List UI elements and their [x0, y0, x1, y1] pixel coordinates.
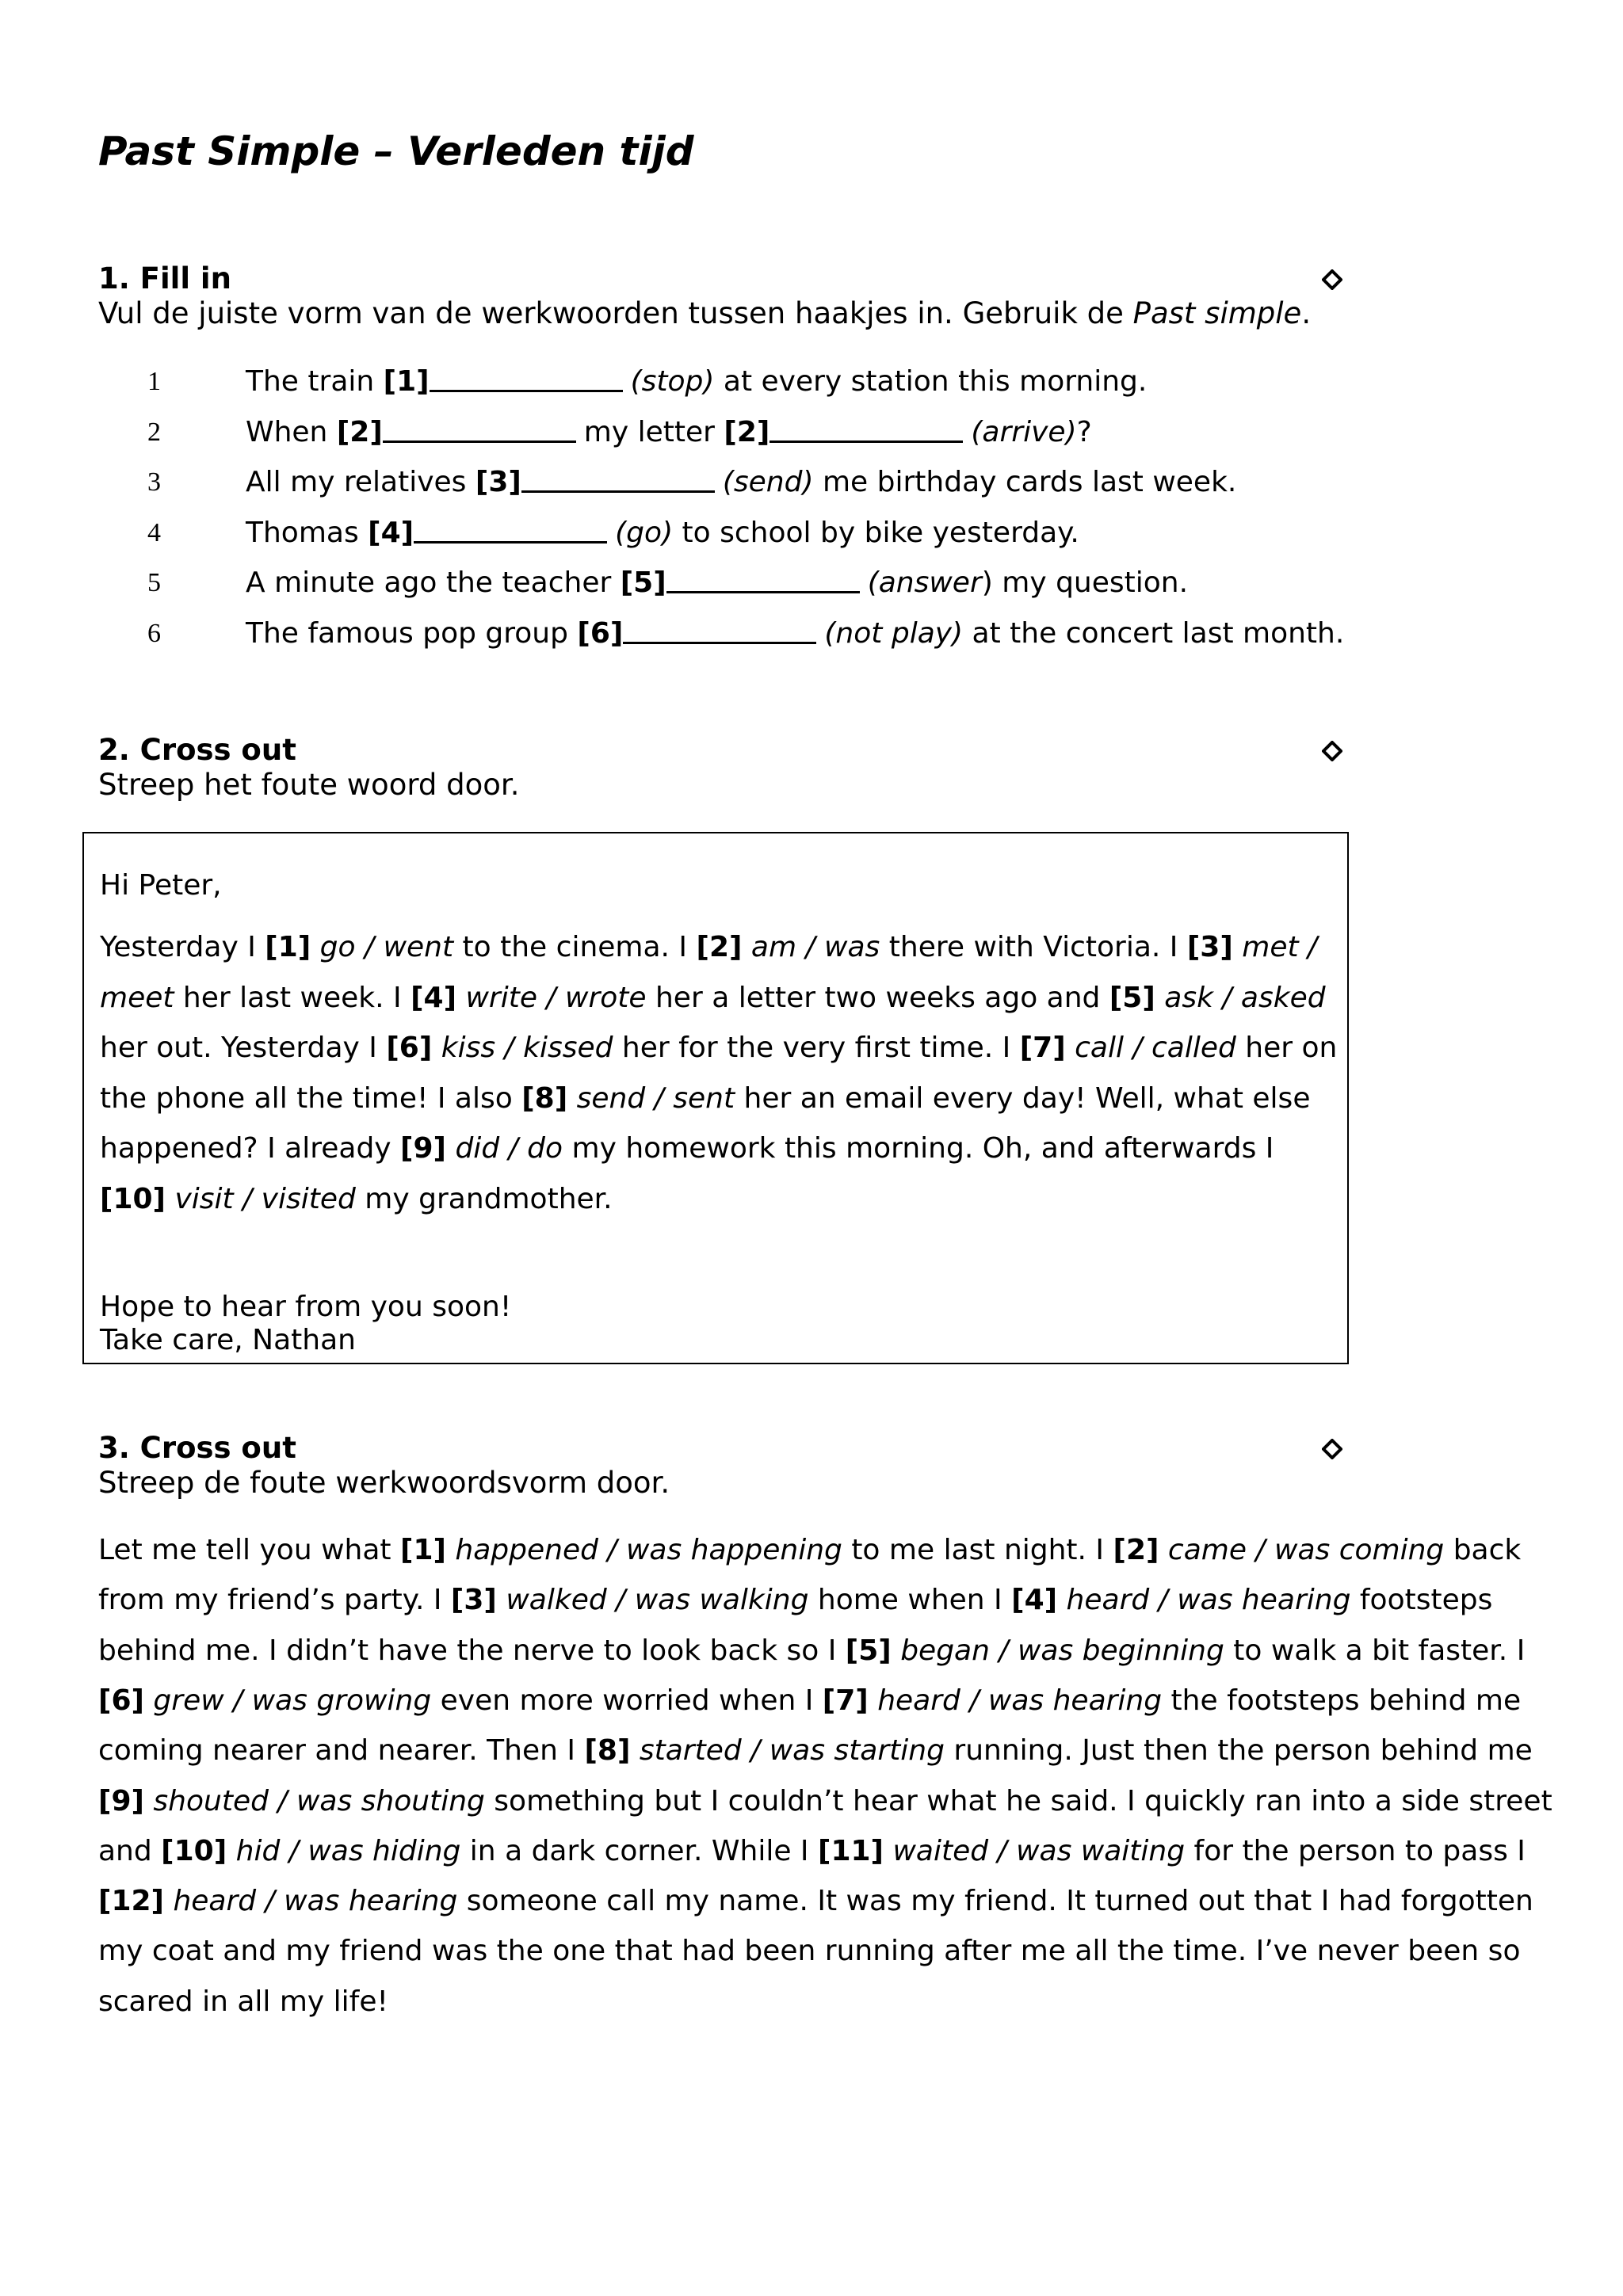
verb-option[interactable]: (arrive): [971, 415, 1077, 448]
letter-line: [100, 1031, 1337, 1066]
fill-in-item: [147, 558, 1384, 608]
section-1-instruction: [98, 296, 1342, 331]
sentence-text: The famous pop group: [246, 616, 578, 650]
sentence-text: her an email every day! Well, what else: [735, 1081, 1311, 1115]
letter-greeting: Hi Peter,: [100, 869, 222, 902]
sentence-text: running. Just then the person behind me: [944, 1734, 1533, 1768]
sentence-text: When: [246, 415, 337, 448]
story-line: [98, 1684, 1521, 1718]
verb-option[interactable]: meet: [100, 981, 174, 1014]
item-marker: [3]: [450, 1584, 497, 1617]
verb-option[interactable]: shouted / was shouting: [143, 1784, 485, 1817]
sentence-text: happened? I already: [100, 1132, 401, 1165]
fill-in-item: [147, 357, 1384, 407]
item-marker: [4]: [411, 981, 457, 1014]
sentence-text: the phone all the time! I also: [100, 1081, 522, 1115]
answer-blank[interactable]: [666, 564, 860, 593]
sentence-text: something but I couldn’t hear what he said. I quickly ran into a side street: [484, 1784, 1552, 1817]
item-sentence: [246, 608, 1344, 659]
sentence-text: Let me tell you what: [98, 1534, 400, 1566]
item-marker: [11]: [817, 1834, 884, 1867]
item-marker: [7]: [1019, 1032, 1066, 1065]
item-marker: [1]: [265, 931, 311, 963]
instruction-text: Vul de juiste vorm van de werkwoorden tussen haakjes in. Gebruik de: [98, 296, 1133, 330]
sentence-text: and: [98, 1834, 162, 1867]
item-marker: [1]: [383, 365, 430, 398]
story-line: [98, 1533, 1521, 1568]
verb-option[interactable]: met /: [1232, 931, 1318, 963]
item-number: 6: [147, 618, 161, 648]
verb-option[interactable]: began / was beginning: [891, 1634, 1224, 1667]
verb-option[interactable]: (stop): [630, 365, 715, 398]
item-marker: [2]: [1113, 1534, 1159, 1566]
item-marker: [5]: [845, 1634, 892, 1667]
sentence-text: even more worried when I: [431, 1684, 823, 1717]
sentence-text: there with Victoria. I: [880, 931, 1187, 963]
fill-in-item: [147, 508, 1384, 559]
verb-option[interactable]: kiss / kissed: [432, 1032, 613, 1065]
verb-option[interactable]: (send): [722, 466, 814, 499]
verb-option[interactable]: hid / was hiding: [227, 1834, 461, 1867]
item-marker: [3]: [475, 466, 521, 499]
sentence-text: home when I: [808, 1584, 1012, 1617]
sentence-text: her on: [1235, 1032, 1338, 1065]
sentence-text: A minute ago the teacher: [246, 566, 621, 600]
verb-option[interactable]: walked / was walking: [496, 1584, 809, 1617]
sentence-text: my letter: [583, 415, 724, 448]
answer-blank[interactable]: [769, 414, 963, 443]
item-marker: [4]: [368, 516, 414, 549]
sentence-text: the footsteps behind me: [1162, 1684, 1522, 1717]
letter-line: [100, 1131, 1274, 1166]
answer-blank[interactable]: [521, 463, 715, 493]
item-sentence: [246, 357, 1147, 407]
sentence-text: someone call my name. It was my friend. It turned out that I had forgotten: [457, 1885, 1533, 1918]
verb-option[interactable]: came / was coming: [1159, 1534, 1445, 1566]
letter-closing-line: Hope to hear from you soon!: [100, 1291, 512, 1323]
item-marker: [10]: [161, 1834, 227, 1867]
item-marker: [6]: [577, 616, 624, 650]
section-2-header: [98, 733, 1342, 803]
sentence-text: my coat and my friend was the one that had been running after me all the time. I’ve never been so: [98, 1935, 1521, 1968]
verb-option[interactable]: (not play): [824, 616, 964, 650]
item-number: 5: [147, 568, 161, 598]
diamond-icon: [1322, 269, 1342, 290]
sentence-text: her last week. I: [174, 981, 411, 1014]
sentence-text: to the cinema. I: [453, 931, 697, 963]
verb-option[interactable]: happened / was happening: [445, 1534, 842, 1566]
story-line: [98, 1634, 1525, 1669]
verb-option[interactable]: did / do: [446, 1132, 563, 1165]
answer-blank[interactable]: [414, 514, 607, 543]
sentence-text: to me last night. I: [842, 1534, 1113, 1566]
sentence-text: ) my question.: [981, 566, 1189, 600]
sentence-text: her out. Yesterday I: [100, 1032, 387, 1065]
item-marker: [6]: [98, 1684, 144, 1717]
item-number: 4: [147, 517, 161, 547]
section-1-header: [98, 261, 1342, 331]
verb-option[interactable]: visit / visited: [166, 1183, 356, 1215]
sentence-text: her a letter two weeks ago and: [646, 981, 1109, 1014]
item-marker: [5]: [1109, 981, 1155, 1014]
sentence-text: my homework this morning. Oh, and afterwards I: [563, 1132, 1274, 1165]
item-marker: [6]: [386, 1032, 433, 1065]
answer-blank[interactable]: [383, 414, 576, 443]
sentence-text: my grandmother.: [355, 1183, 613, 1215]
answer-blank[interactable]: [623, 615, 816, 644]
sentence-text: to walk a bit faster. I: [1224, 1634, 1526, 1667]
fill-in-item: [147, 608, 1384, 659]
sentence-text: at the concert last month.: [963, 616, 1345, 650]
item-marker: [2]: [696, 931, 743, 963]
item-sentence: [246, 457, 1236, 508]
item-sentence: [246, 558, 1188, 608]
instruction-emphasis: Past simple: [1132, 296, 1302, 330]
sentence-text: to school by bike yesterday.: [673, 516, 1079, 549]
sentence-text: me birthday cards last week.: [813, 466, 1237, 499]
page-title: Past Simple – Verleden tijd: [98, 128, 694, 174]
verb-option[interactable]: ask / asked: [1155, 981, 1326, 1014]
item-number: 2: [147, 417, 161, 447]
item-marker: [10]: [100, 1183, 166, 1215]
item-marker: [5]: [620, 566, 666, 600]
section-2-instruction: Streep het foute woord door.: [98, 768, 520, 802]
sentence-text: at every station this morning.: [714, 365, 1148, 398]
sentence-text: for the person to pass I: [1185, 1834, 1526, 1867]
verb-option[interactable]: am / was: [742, 931, 880, 963]
letter-line: [100, 981, 1326, 1016]
item-marker: [9]: [400, 1132, 447, 1165]
item-marker: [8]: [521, 1081, 568, 1115]
item-marker: [12]: [98, 1885, 165, 1918]
sentence-text: her for the very first time. I: [613, 1032, 1020, 1065]
verb-option[interactable]: grew / was growing: [143, 1684, 432, 1717]
story-line: [98, 1884, 1533, 1919]
story-line: [98, 1834, 1526, 1869]
item-marker: [7]: [822, 1684, 869, 1717]
sentence-text: Thomas: [246, 516, 369, 549]
section-1-title: 1. Fill in: [98, 261, 231, 296]
verb-option[interactable]: started / was starting: [630, 1734, 945, 1768]
verb-option[interactable]: send / sent: [567, 1081, 735, 1115]
story-line: [98, 1733, 1533, 1768]
item-marker: [4]: [1011, 1584, 1058, 1617]
item-marker: [2]: [724, 415, 770, 448]
item-sentence: [246, 407, 1092, 458]
verb-option[interactable]: heard / was hearing: [164, 1885, 458, 1918]
item-number: 3: [147, 467, 161, 498]
item-marker: [3]: [1186, 931, 1233, 963]
letter-box: [82, 832, 1349, 1364]
sentence-text: ?: [1076, 415, 1092, 448]
verb-option[interactable]: go / went: [311, 931, 454, 963]
diamond-icon: [1322, 1439, 1342, 1459]
sentence-text: All my relatives: [246, 466, 475, 499]
sentence-text: footsteps: [1350, 1584, 1493, 1617]
section-3-header: [98, 1431, 1342, 1501]
item-number: 1: [147, 367, 161, 396]
letter-line: [100, 1081, 1310, 1116]
letter-line: [100, 930, 1317, 965]
sentence-text: from my friend’s party. I: [98, 1584, 451, 1617]
sentence-text: back: [1444, 1534, 1522, 1566]
instruction-text: .: [1301, 296, 1312, 330]
verb-option[interactable]: heard / was hearing: [1057, 1584, 1351, 1617]
item-sentence: [246, 508, 1079, 559]
fill-in-list: [147, 357, 1384, 659]
sentence-text: behind me. I didn’t have the nerve to look back so I: [98, 1634, 846, 1667]
fill-in-item: [147, 457, 1384, 508]
sentence-text: coming nearer and nearer. Then I: [98, 1734, 585, 1768]
section-3-title: 3. Cross out: [98, 1431, 296, 1465]
section-3-instruction: Streep de foute werkwoordsvorm door.: [98, 1466, 670, 1500]
verb-option[interactable]: write / wrote: [456, 981, 647, 1014]
item-marker: [9]: [98, 1784, 144, 1817]
answer-blank[interactable]: [430, 363, 623, 392]
verb-option[interactable]: heard / was hearing: [868, 1684, 1163, 1717]
verb-option[interactable]: (answer: [867, 566, 982, 600]
letter-signature: Take care, Nathan: [100, 1324, 356, 1356]
sentence-text: The train: [246, 365, 384, 398]
story-line: [98, 1784, 1552, 1819]
sentence-text: scared in all my life!: [98, 1985, 388, 2018]
item-marker: [8]: [584, 1734, 631, 1768]
section-2-title: 2. Cross out: [98, 733, 296, 767]
sentence-text: Yesterday I: [100, 931, 265, 963]
fill-in-item: [147, 407, 1384, 458]
verb-option[interactable]: call / called: [1065, 1032, 1236, 1065]
verb-option[interactable]: (go): [615, 516, 674, 549]
story-line: [98, 1934, 1520, 1969]
item-marker: [1]: [399, 1534, 446, 1566]
verb-option[interactable]: waited / was waiting: [884, 1834, 1186, 1867]
diamond-icon: [1322, 741, 1342, 761]
letter-line: [100, 1182, 613, 1217]
sentence-text: in a dark corner. While I: [460, 1834, 818, 1867]
story-line: [98, 1583, 1492, 1618]
item-marker: [2]: [336, 415, 383, 448]
story-line: [98, 1985, 388, 2019]
